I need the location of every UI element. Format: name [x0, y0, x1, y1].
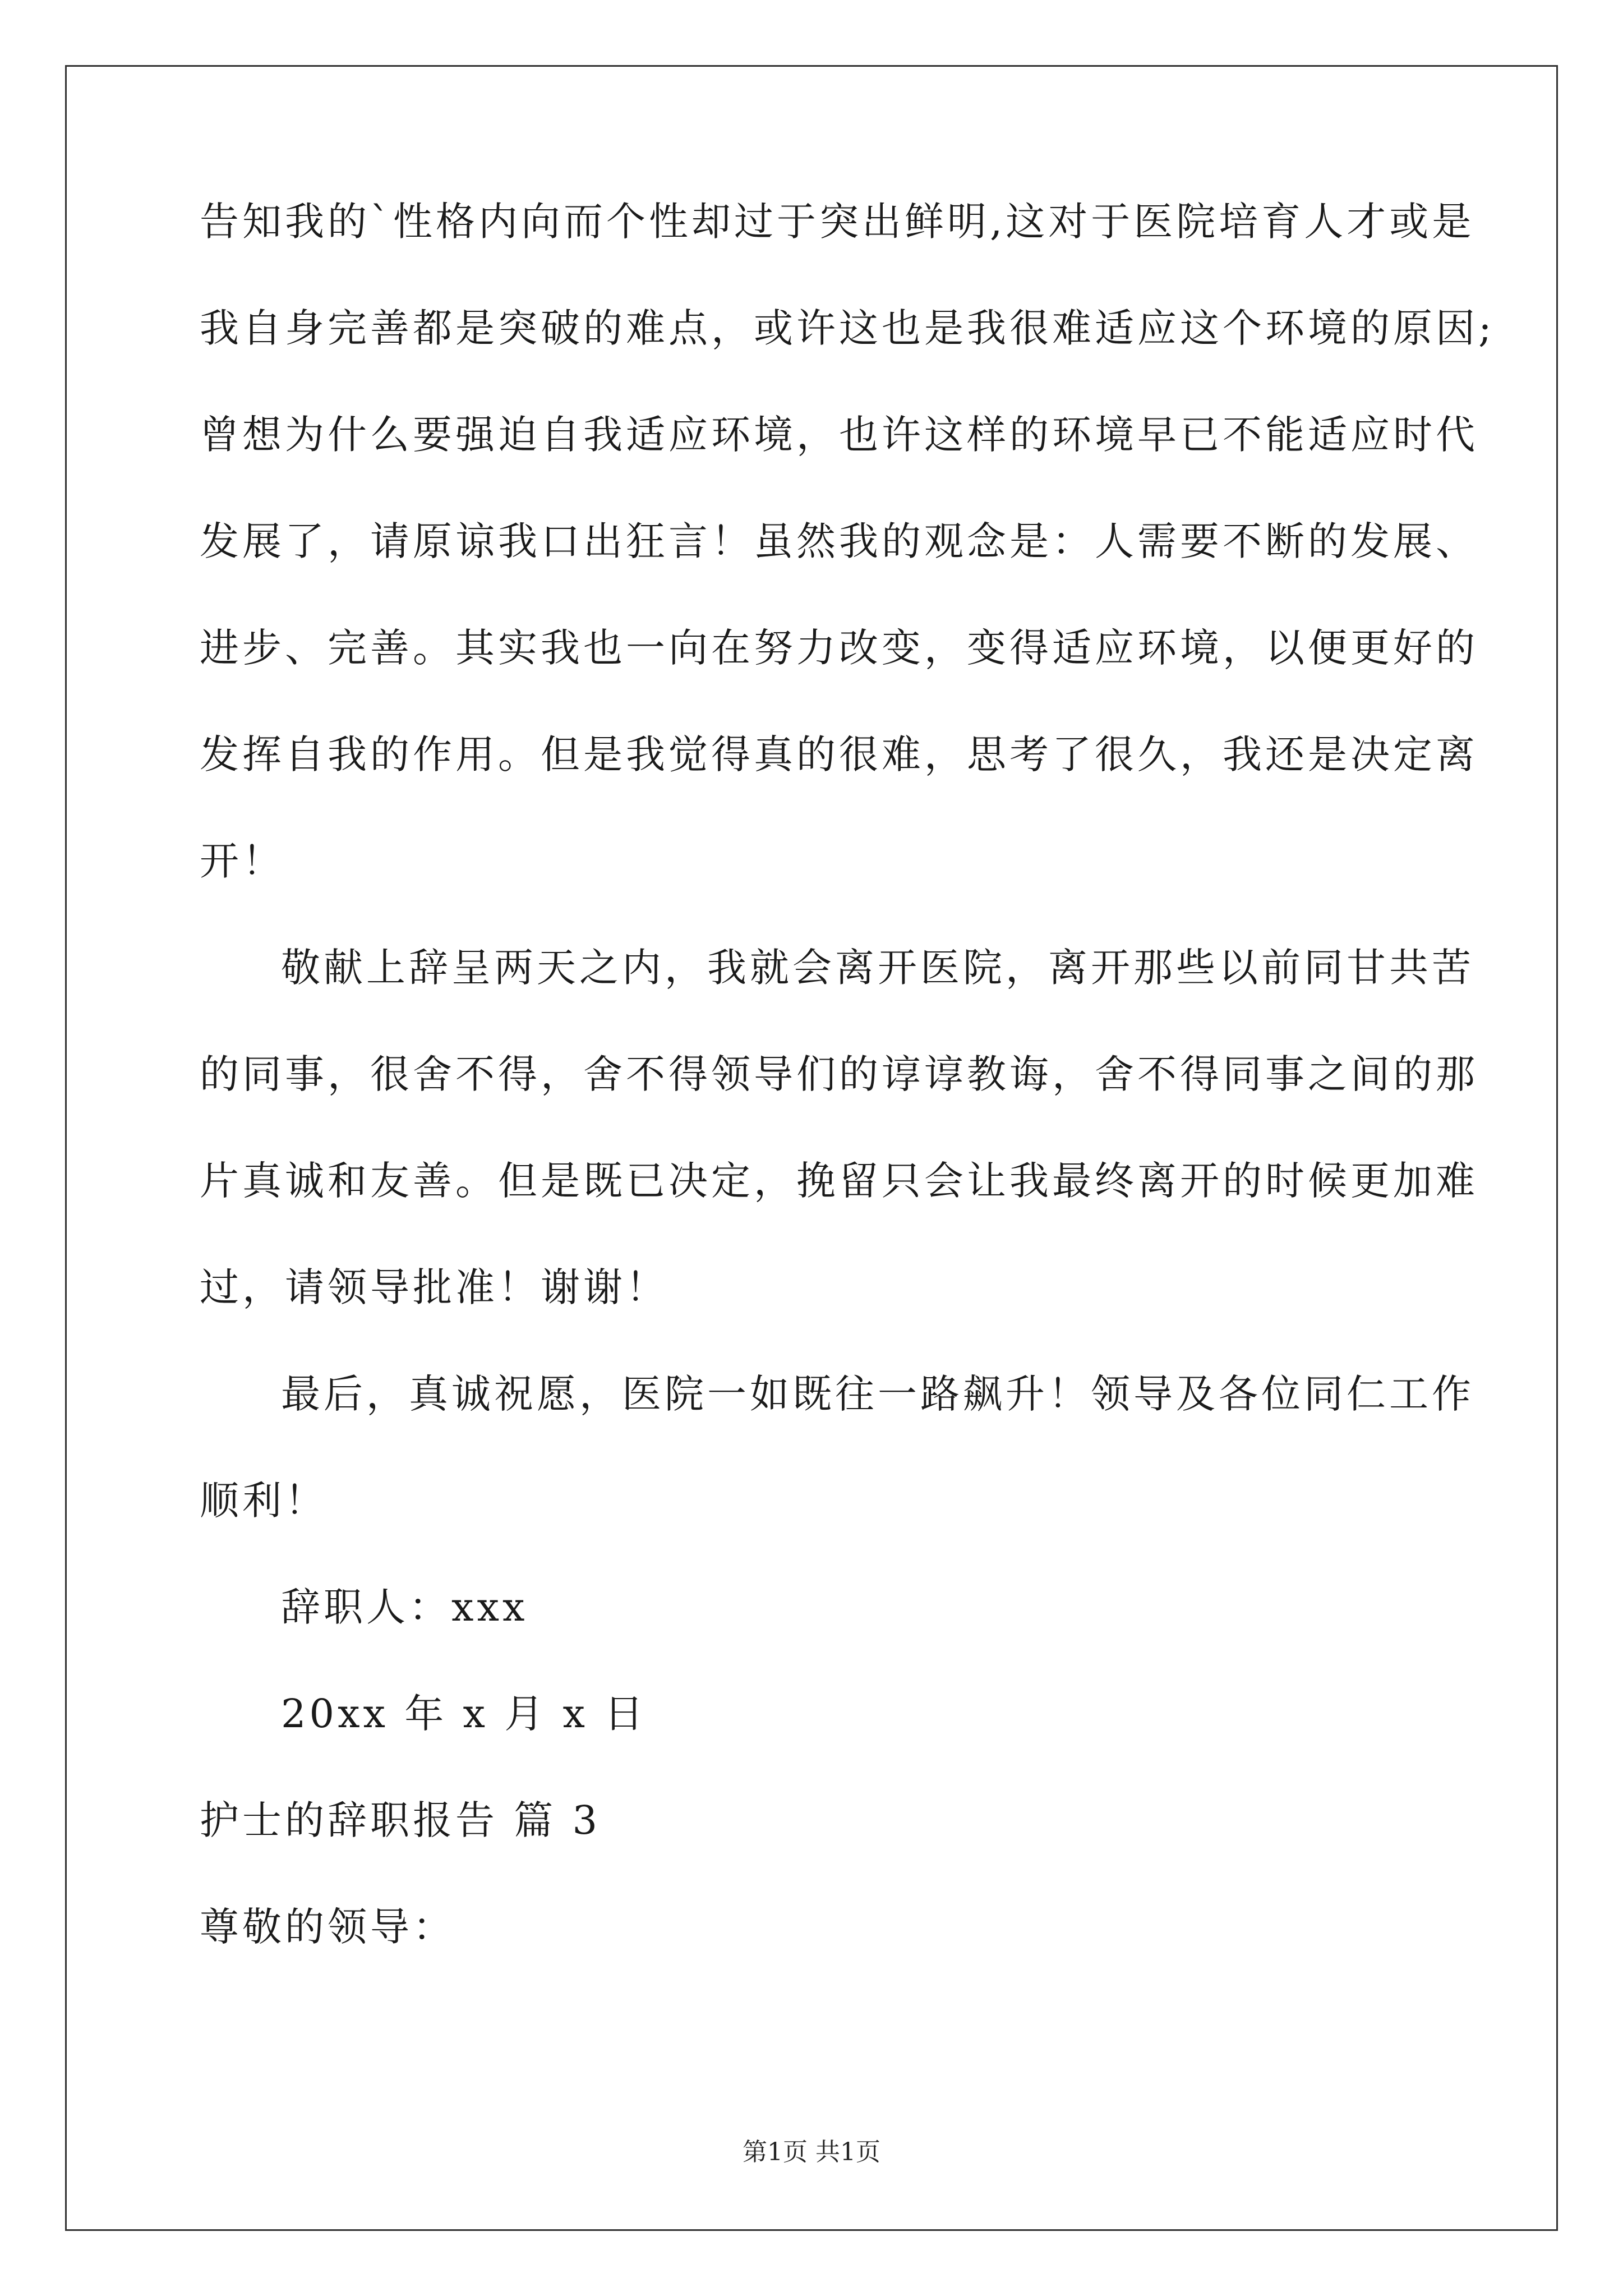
- salutation-line: 尊敬的领导：: [200, 1904, 455, 1950]
- body-line: 进步、完善。其实我也一向在努力改变，变得适应环境，以便更好的: [200, 625, 1478, 671]
- body-line: 曾想为什么要强迫自我适应环境，也许这样的环境早已不能适应时代: [200, 412, 1478, 458]
- body-line: 开！: [200, 838, 285, 884]
- section-heading: 护士的辞职报告 篇 3: [200, 1797, 601, 1843]
- page-footer: 第1页 共1页: [743, 2138, 880, 2166]
- body-line: 发挥自我的作用。但是我觉得真的很难，思考了很久，我还是决定离: [200, 731, 1478, 777]
- paragraph-start-line: 最后，真诚祝愿，医院一如既往一路飙升！领导及各位同仁工作: [281, 1371, 1474, 1417]
- signature-line: 辞职人：xxx: [281, 1584, 528, 1630]
- date-line: 20xx 年 x 月 x 日: [281, 1691, 647, 1737]
- body-line: 顺利！: [200, 1478, 328, 1524]
- paragraph-start-line: 敬献上辞呈两天之内，我就会离开医院，离开那些以前同甘共苦: [281, 945, 1474, 991]
- body-line: 告知我的`性格内向而个性却过于突出鲜明,这对于医院培育人才或是: [200, 199, 1475, 245]
- body-line: 片真诚和友善。但是既已决定，挽留只会让我最终离开的时候更加难: [200, 1158, 1478, 1204]
- body-line: 发展了，请原谅我口出狂言！虽然我的观念是：人需要不断的发展、: [200, 518, 1478, 564]
- body-line: 的同事，很舍不得，舍不得领导们的谆谆教诲，舍不得同事之间的那: [200, 1051, 1478, 1097]
- body-line: 过，请领导批准！谢谢！: [200, 1264, 668, 1310]
- body-line: 我自身完善都是突破的难点，或许这也是我很难适应这个环境的原因;: [200, 305, 1495, 351]
